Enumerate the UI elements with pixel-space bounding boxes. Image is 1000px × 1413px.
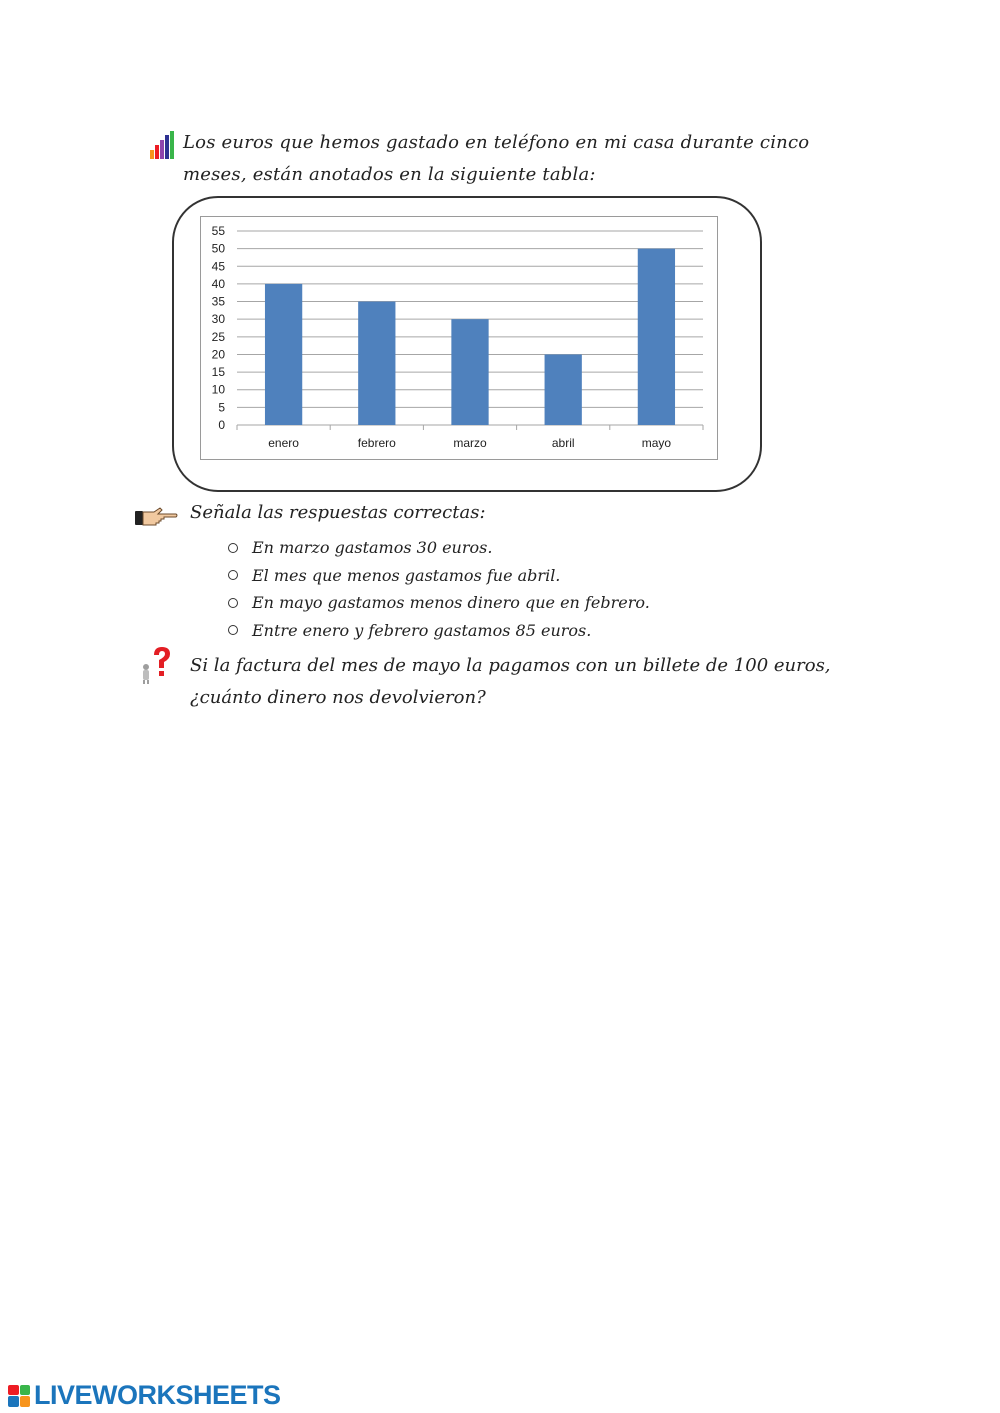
bar-marzo: [451, 319, 488, 425]
bar-abril: [545, 354, 582, 425]
y-tick-label: 0: [218, 418, 225, 432]
answer-option-4[interactable]: [228, 617, 650, 645]
answer-option-label: Entre enero y febrero gastamos 85 euros.: [252, 620, 592, 640]
intro-line-1: Los euros que hemos gastado en teléfono en mi casa durante cinco: [183, 132, 810, 153]
y-tick-label: 30: [211, 312, 225, 327]
answer-option-label: En marzo gastamos 30 euros.: [252, 538, 493, 558]
logo-text: LIVEWORKSHEETS: [34, 1380, 281, 1410]
radio-button[interactable]: [228, 570, 238, 580]
y-tick-label: 35: [211, 294, 225, 309]
y-tick-label: 10: [211, 382, 225, 397]
x-tick-label: enero: [268, 436, 299, 450]
answer-option-label: En mayo gastamos menos dinero que en febrero.: [252, 593, 650, 613]
y-tick-label: 15: [211, 365, 225, 380]
question-2-line-1: Si la factura del mes de mayo la pagamos con un billete de 100 euros,: [190, 655, 831, 676]
y-tick-label: 45: [211, 259, 225, 274]
y-tick-label: 55: [211, 224, 225, 238]
bar-mayo: [638, 249, 675, 425]
question-1-prompt: Señala las respuestas correctas:: [190, 502, 486, 523]
radio-button[interactable]: [228, 625, 238, 635]
answer-options: [228, 534, 650, 644]
y-tick-label: 50: [211, 241, 225, 256]
y-tick-label: 20: [211, 347, 225, 362]
question-2-line-2: ¿cuánto dinero nos devolvieron?: [190, 687, 486, 708]
pointing-hand-icon: [134, 505, 178, 529]
y-tick-label: 25: [211, 329, 225, 344]
answer-option-1[interactable]: [228, 534, 650, 562]
intro-line-2: meses, están anotados en la siguiente tabla:: [183, 164, 596, 185]
liveworksheets-logo: [8, 1380, 281, 1411]
question-2-text: [190, 650, 840, 714]
y-tick-label: 40: [211, 276, 225, 291]
bar-febrero: [358, 302, 395, 425]
chart-svg: [201, 217, 717, 459]
bar-chart: [200, 216, 718, 460]
answer-option-3[interactable]: [228, 589, 650, 617]
x-tick-label: abril: [551, 436, 575, 450]
radio-button[interactable]: [228, 543, 238, 553]
answer-option-label: El mes que menos gastamos fue abril.: [252, 565, 561, 585]
answer-option-2[interactable]: [228, 562, 650, 590]
bar-chart-icon: [148, 130, 176, 160]
logo-blocks-icon: [8, 1385, 30, 1407]
x-tick-label: febrero: [357, 436, 396, 450]
y-tick-label: 5: [218, 400, 225, 415]
x-tick-label: marzo: [453, 436, 487, 450]
question-mark-icon: [138, 645, 174, 685]
radio-button[interactable]: [228, 598, 238, 608]
bar-enero: [265, 284, 302, 425]
x-tick-label: mayo: [641, 436, 672, 450]
intro-text: [183, 127, 823, 191]
